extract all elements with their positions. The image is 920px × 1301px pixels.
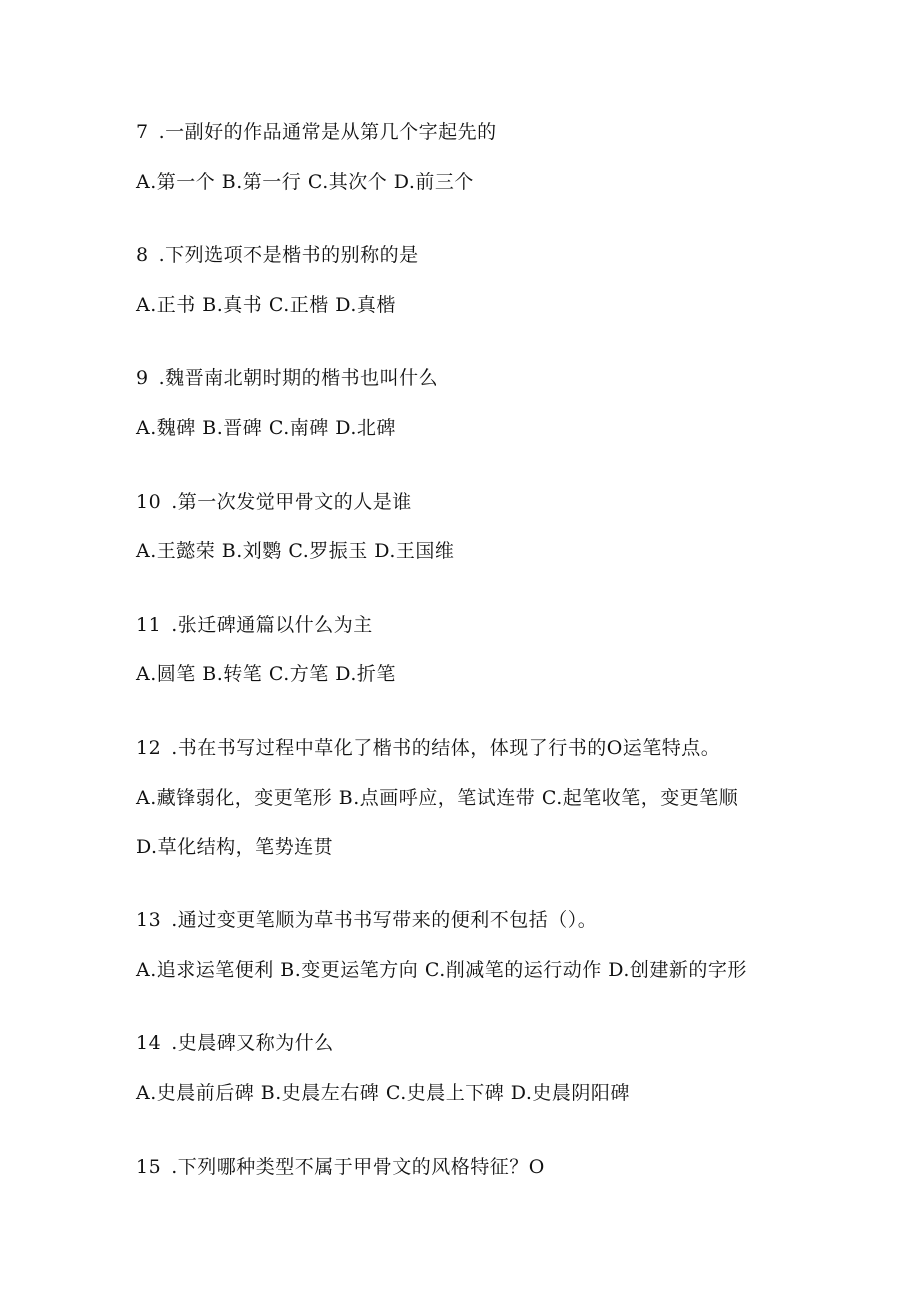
question-text: .书在书写过程中草化了楷书的结体，体现了行书的O运笔特点。 — [171, 737, 721, 759]
question-text: .史晨碑又称为什么 — [171, 1032, 334, 1054]
question-10 — [136, 490, 412, 514]
question-8-options: A.正书 B.真书 C.正楷 D.真楷 — [136, 294, 396, 316]
question-9 — [136, 366, 438, 390]
question-number: 12 — [136, 737, 162, 759]
question-text: .下列哪种类型不属于甲骨文的风格特征？O — [171, 1156, 545, 1178]
question-9-options: A.魏碑 B.晋碑 C.南碑 D.北碑 — [136, 417, 396, 439]
question-13 — [136, 908, 597, 932]
question-12-options-line-1: A.藏锋弱化，变更笔形 B.点画呼应，笔试连带 C.起笔收笔，变更笔顺 — [136, 787, 739, 809]
question-14 — [136, 1031, 334, 1055]
question-7 — [136, 120, 497, 144]
question-number: 9 — [136, 367, 149, 389]
question-13-options: A.追求运笔便利 B.变更运笔方向 C.削减笔的运行动作 D.创建新的字形 — [136, 959, 747, 981]
question-number: 13 — [136, 909, 162, 931]
question-text: .张迁碑通篇以什么为主 — [171, 614, 373, 636]
question-14-options: A.史晨前后碑 B.史晨左右碑 C.史晨上下碑 D.史晨阴阳碑 — [136, 1082, 630, 1104]
question-number: 8 — [136, 244, 149, 266]
question-11 — [136, 613, 373, 637]
question-number: 15 — [136, 1156, 162, 1178]
question-text: .第一次发觉甲骨文的人是谁 — [171, 491, 412, 513]
question-15 — [136, 1155, 545, 1179]
question-number: 11 — [136, 614, 162, 636]
question-11-options: A.圆笔 B.转笔 C.方笔 D.折笔 — [136, 663, 396, 685]
question-10-options: A.王懿荣 B.刘鹦 C.罗振玉 D.王国维 — [136, 540, 455, 562]
question-12-options-line-2: D.草化结构，笔势连贯 — [136, 836, 334, 858]
question-text: .下列选项不是楷书的别称的是 — [158, 244, 419, 266]
question-number: 10 — [136, 491, 162, 513]
question-7-options: A.第一个 B.第一行 C.其次个 D.前三个 — [136, 171, 474, 193]
question-8 — [136, 243, 419, 267]
question-number: 14 — [136, 1032, 162, 1054]
question-12 — [136, 736, 720, 760]
question-text: .魏晋南北朝时期的楷书也叫什么 — [158, 367, 439, 389]
question-text: .通过变更笔顺为草书书写带来的便利不包括（）。 — [171, 909, 598, 931]
question-text: .一副好的作品通常是从第几个字起先的 — [158, 121, 497, 143]
question-number: 7 — [136, 121, 149, 143]
